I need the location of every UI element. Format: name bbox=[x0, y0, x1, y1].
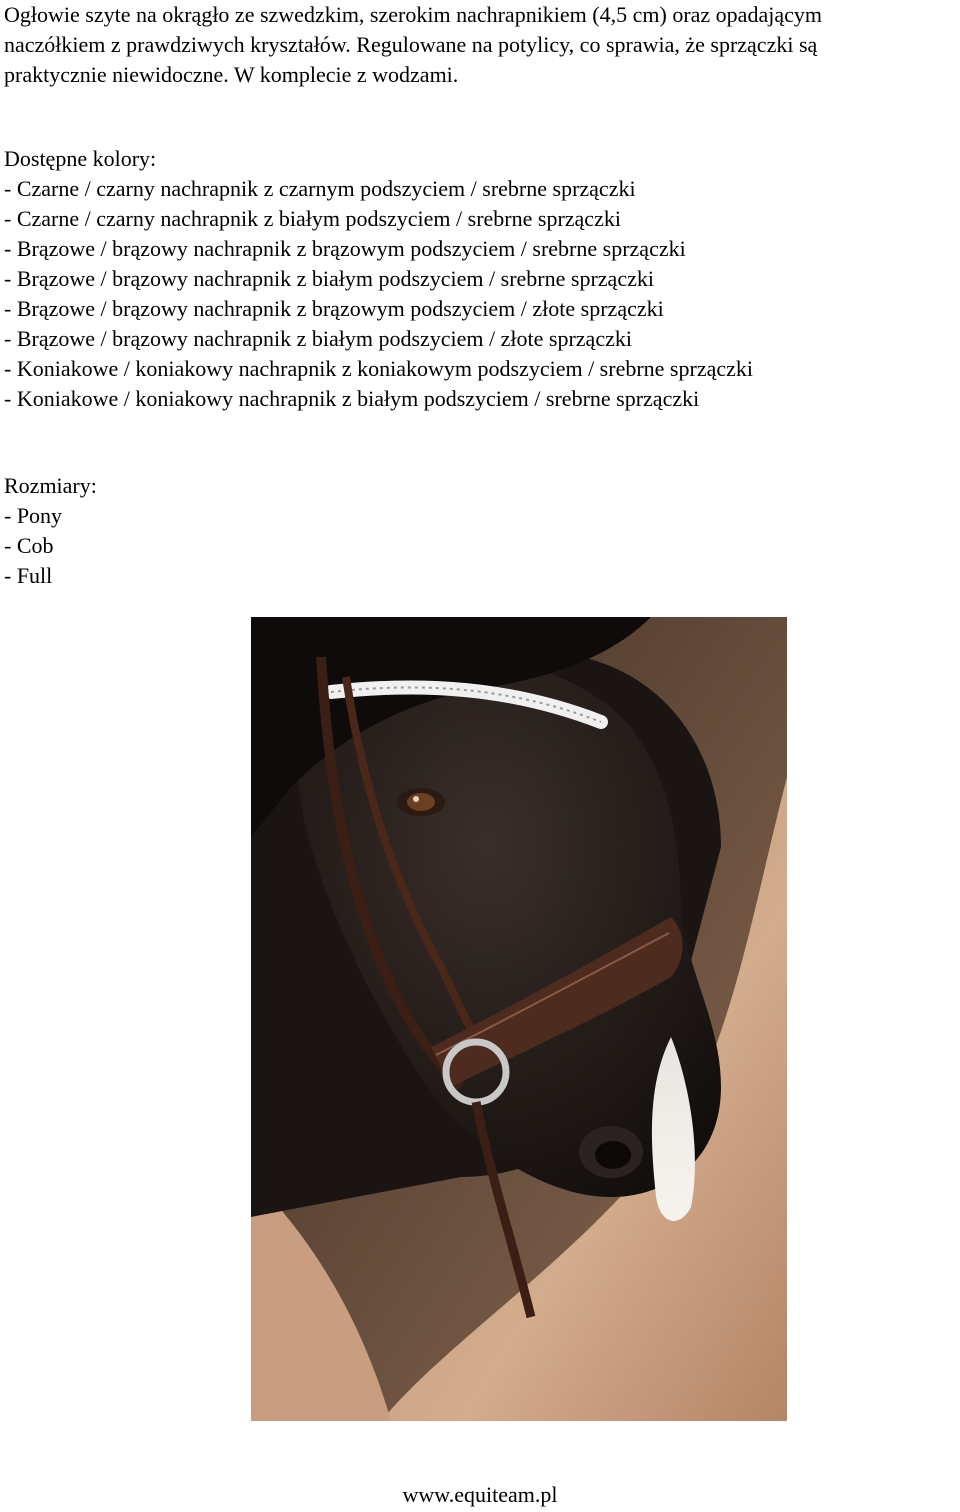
description-line: naczółkiem z prawdziwych kryształów. Regulowane na potylicy, co sprawia, że sprzączki są bbox=[4, 32, 818, 57]
website-url: www.equiteam.pl bbox=[402, 1482, 558, 1507]
size-option: - Full bbox=[4, 563, 53, 588]
color-option: - Brązowe / brązowy nachrapnik z brązowym podszyciem / złote sprzączki bbox=[4, 296, 664, 321]
color-option: - Brązowe / brązowy nachrapnik z brązowym podszyciem / srebrne sprzączki bbox=[4, 236, 686, 261]
sizes-section bbox=[4, 471, 959, 591]
horse-bridle-photo bbox=[251, 617, 787, 1421]
color-option: - Koniakowe / koniakowy nachrapnik z białym podszyciem / srebrne sprzączki bbox=[4, 386, 700, 411]
colors-heading: Dostępne kolory: bbox=[4, 146, 157, 171]
product-description bbox=[4, 0, 959, 90]
color-option: - Czarne / czarny nachrapnik z czarnym podszyciem / srebrne sprzączki bbox=[4, 176, 636, 201]
color-option: - Brązowe / brązowy nachrapnik z białym podszyciem / srebrne sprzączki bbox=[4, 266, 654, 291]
description-line: Ogłowie szyte na okrągło ze szwedzkim, szerokim nachrapnikiem (4,5 cm) oraz opadającym bbox=[4, 2, 822, 27]
size-option: - Pony bbox=[4, 503, 63, 528]
size-option: - Cob bbox=[4, 533, 54, 558]
sizes-heading: Rozmiary: bbox=[4, 473, 97, 498]
available-colors-section bbox=[4, 144, 959, 414]
color-option: - Brązowe / brązowy nachrapnik z białym podszyciem / złote sprzączki bbox=[4, 326, 632, 351]
description-line: praktycznie niewidoczne. W komplecie z wodzami. bbox=[4, 62, 459, 87]
color-option: - Koniakowe / koniakowy nachrapnik z koniakowym podszyciem / srebrne sprzączki bbox=[4, 356, 753, 381]
color-option: - Czarne / czarny nachrapnik z białym podszyciem / srebrne sprzączki bbox=[4, 206, 621, 231]
